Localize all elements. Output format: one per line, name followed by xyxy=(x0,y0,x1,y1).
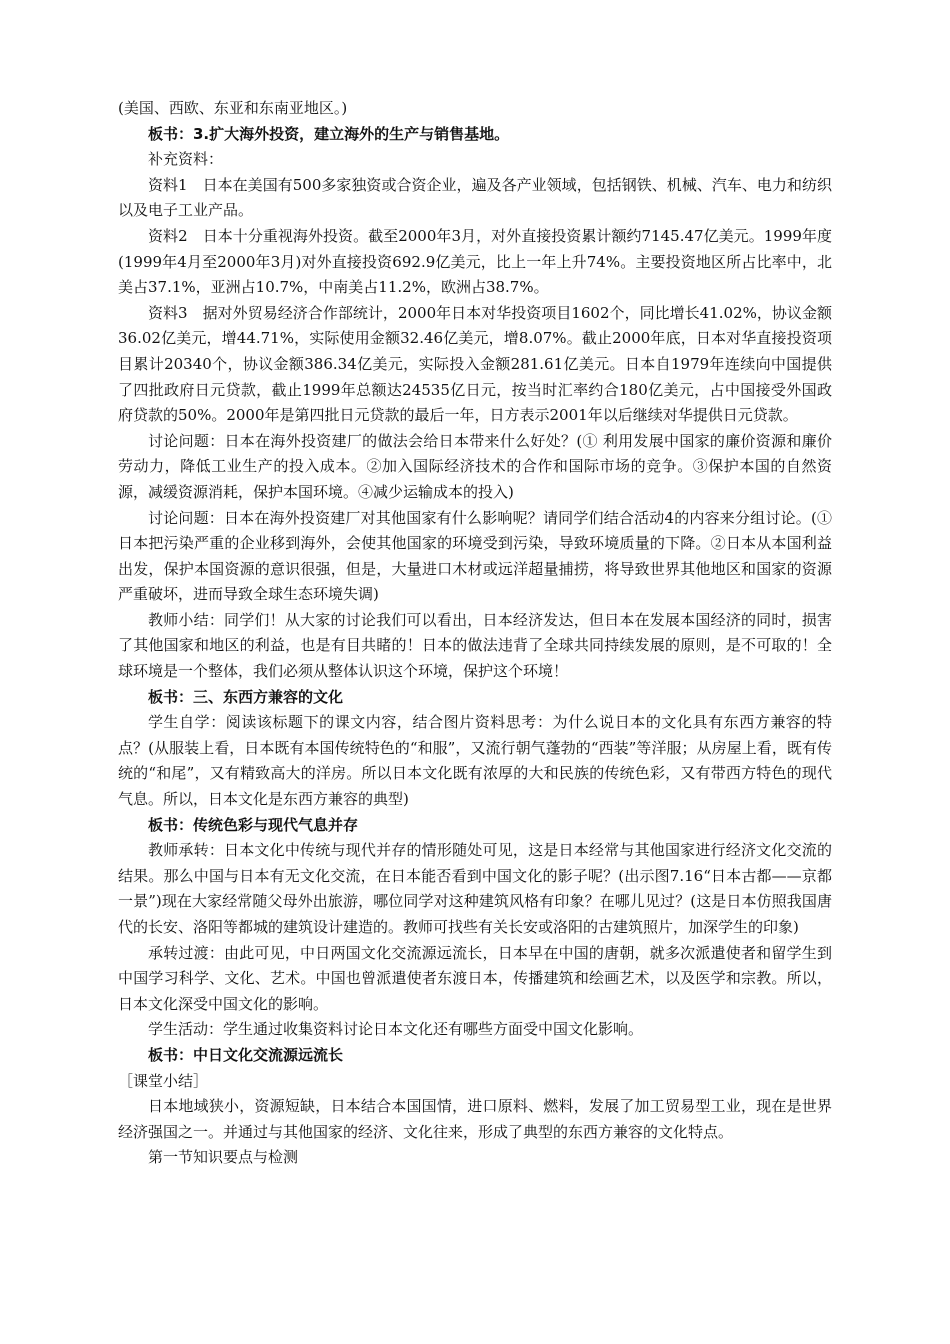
paragraph-summary: 日本地域狭小，资源短缺，日本结合本国国情，进口原料、燃料，发展了加工贸易型工业，现在是世界经济强国之一。并通过与其他国家的经济、文化往来，形成了典型的东西方兼容的文化特点。 xyxy=(118,1097,832,1141)
paragraph-discussion-2: 讨论问题：日本在海外投资建厂对其他国家有什么影响呢？请同学们结合活动4的内容来分组讨论。(① 日本把污染严重的企业移到海外，会使其他国家的环境受到污染，导致环境质量的下降。②日本从本国利益出发，保护本国资源的意识很强，但是，大量进口木材或远洋超量捕捞，将导致世界其他地区和国家的资源严重破坏，进而导致全球生态环境失调) xyxy=(118,508,832,604)
board-heading-sino-japanese-exchange: 板书：中日文化交流源远流长 xyxy=(148,1045,344,1064)
paragraph-teacher-summary: 教师小结：同学们！从大家的讨论我们可以看出，日本经济发达，但日本在发展本国经济的同时，损害了其他国家和地区的利益，也是有目共睹的！日本的做法违背了全球共同持续发展的原则，是不可取的！全球环境是一个整体，我们必须从整体认识这个环境，保护这个环境！ xyxy=(118,610,832,681)
paragraph-student-self-study: 学生自学：阅读该标题下的课文内容，结合图片资料思考：为什么说日本的文化具有东西方兼容的特点？(从服装上看，日本既有本国传统特色的“和服”，又流行朝气蓬勃的“西装”等洋服；从房屋上看，既有传统的“和尾”，又有精致高大的洋房。所以日本文化既有浓厚的大和民族的传统色彩，又有带西方特色的现代气息。所以，日本文化是东西方兼容的典型) xyxy=(118,713,832,809)
paragraph-material-1: 资料1 日本在美国有500多家独资或合资企业，遍及各产业领域，包括钢铁、机械、汽车、电力和纺织以及电子工业产品。 xyxy=(118,175,832,220)
paragraph-teacher-transition: 教师承转：日本文化中传统与现代并存的情形随处可见，这是日本经常与其他国家进行经济文化交流的结果。那么中国与日本有无文化交流，在日本能否看到中国文化的影子呢？(出示图7.16“日本古都——京都一景”)现在大家经常随父母外出旅游，哪位同学对这种建筑风格有印象？在哪儿见过？(这是日本仿照我国唐代的长安、洛阳等都城的建筑设计建造的。教师可找些有关长安或洛阳的古建筑照片，加深学生的印象) xyxy=(118,841,832,936)
paragraph-discussion-1: 讨论问题：日本在海外投资建厂的做法会给日本带来什么好处？(① 利用发展中国家的廉价资源和廉价劳动力，降低工业生产的投入成本。②加入国际经济技术的合作和国际市场的竞争。③保护本国的自然资源，减缓资源消耗，保护本国环境。④减少运输成本的投入) xyxy=(118,431,832,501)
paragraph-material-2: 资料2 日本十分重视海外投资。截至2000年3月，对外直接投资累计额约7145.47亿美元。1999年度(1999年4月至2000年3月)对外直接投资692.9亿美元，比上一年上升74%。主要投资地区所占比率中，北美占37.1%，亚洲占10.7%，中南美占11.2%，欧洲占38.7%。 xyxy=(118,226,832,297)
board-heading-tradition-modern: 板书：传统色彩与现代气息并存 xyxy=(148,815,359,834)
paragraph-material-3: 资料3 据对外贸易经济合作部统计，2000年日本对华投资项目1602个，同比增长41.02%，协议金额36.02亿美元，增44.71%，实际使用金额32.46亿美元，增8.07%。截止2000年底，日本对华直接投资项目累计20340个，协议金额386.34亿美元，实际投入金额281.61亿美元。日本自1979年连续向中国提供了四批政府日元贷款，截止1999年总额达24535亿日元，按当时汇率约合180亿美元，占中国接受外国政府贷款的50%。2000年是第四批日元贷款的最后一年，日方表示2001年以后继续对华提供日元贷款。 xyxy=(118,303,832,425)
paragraph-student-activity: 学生活动：学生通过收集资料讨论日本文化还有哪些方面受中国文化影响。 xyxy=(148,1020,644,1039)
paragraph-section-title: 第一节知识要点与检测 xyxy=(148,1148,299,1167)
paragraph-region-list: (美国、西欧、东亚和东南亚地区。) xyxy=(118,99,348,117)
section-heading-class-summary: ［课堂小结］ xyxy=(118,1071,209,1090)
paragraph-supplementary-label: 补充资料： xyxy=(148,150,224,169)
paragraph-transition: 承转过渡：由此可见，中日两国文化交流源远流长，日本早在中国的唐朝，就多次派遣使者和留学生到中国学习科学、文化、艺术。中国也曾派遣使者东渡日本，传播建筑和绘画艺术，以及医学和宗教。所以，日本文化深受中国文化的影响。 xyxy=(118,943,832,1013)
board-heading-east-west-culture: 板书：三、东西方兼容的文化 xyxy=(148,687,344,706)
board-heading-overseas-investment: 板书：3.扩大海外投资，建立海外的生产与销售基地。 xyxy=(148,124,510,143)
